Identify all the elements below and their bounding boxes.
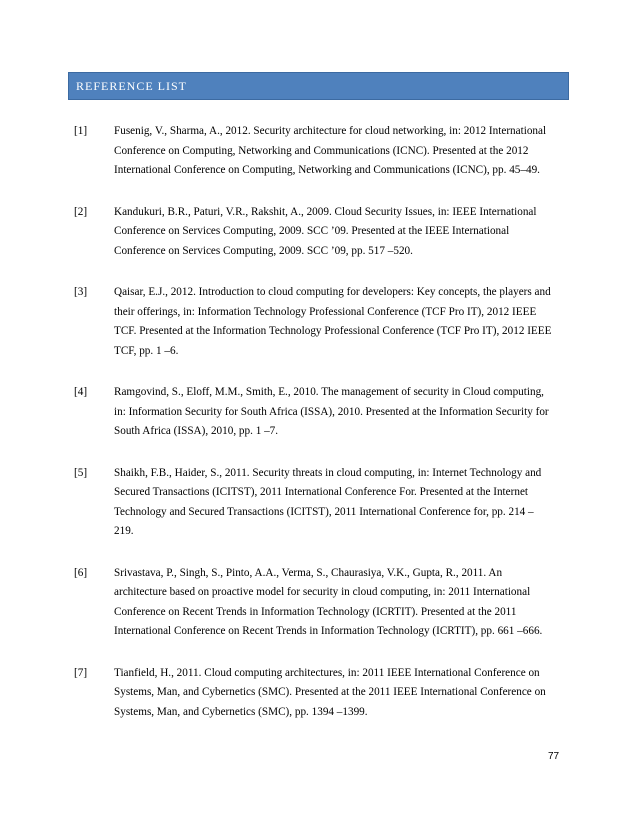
reference-number: [6] [74, 566, 88, 579]
reference-line: in: Information Security for South Africa (ISSA), 2010. Presented at the Information Security for [114, 405, 549, 418]
reference-line: Conference on Services Computing, 2009. SCC ’09. Presented at the IEEE International [114, 225, 510, 237]
reference-number: [5] [74, 466, 88, 479]
reference-item [74, 564, 574, 642]
reference-line: Conference on Services Computing, 2009. SCC ’09, pp. 517 –520. [114, 244, 413, 257]
reference-item [74, 203, 574, 262]
reference-list [74, 122, 574, 744]
reference-line: Systems, Man, and Cybernetics (SMC), pp. 1394 –1399. [114, 705, 368, 718]
reference-line: South Africa (ISSA), 2010, pp. 1 –7. [114, 425, 279, 437]
reference-number: [4] [74, 386, 88, 398]
reference-line: TCF. Presented at the Information Technology Professional Conference (TCF Pro IT), 2012 IEEE [114, 325, 552, 337]
reference-line: Ramgovind, S., Eloff, M.M., Smith, E., 2010. The management of security in Cloud computing, [114, 386, 544, 398]
reference-line: Tianfield, H., 2011. Cloud computing architectures, in: 2011 IEEE International Conference on [114, 666, 540, 679]
reference-list-title: REFERENCE LIST [76, 79, 188, 93]
reference-line: Conference on Recent Trends in Information Technology (ICRTIT). Presented at the 2011 [114, 605, 517, 618]
reference-line: their offerings, in: Information Technology Professional Conference (TCF Pro IT), 2012 IEEE [114, 305, 537, 318]
reference-line: Secured Transactions (ICITST), 2011 International Conference For. Presented at the Internet [114, 486, 529, 498]
reference-line: Shaikh, F.B., Haider, S., 2011. Security threats in cloud computing, in: Internet Technology and [114, 466, 542, 479]
reference-number: [1] [74, 125, 88, 137]
reference-item [74, 664, 574, 723]
page-number: 77 [548, 751, 560, 762]
reference-line: Srivastava, P., Singh, S., Pinto, A.A., Verma, S., Chaurasiya, V.K., Gupta, R., 2011. An [114, 566, 503, 579]
reference-number: [3] [74, 286, 88, 298]
reference-item [74, 383, 574, 442]
reference-line: International Conference on Recent Trends in Information Technology (ICRTIT), pp. 661 –666. [114, 625, 543, 637]
reference-line: TCF, pp. 1 –6. [114, 344, 179, 357]
reference-list-header [68, 72, 569, 100]
reference-line: architecture based on proactive model for security in cloud computing, in: 2011 International [114, 586, 531, 598]
reference-item [74, 122, 574, 181]
reference-number: [2] [74, 205, 88, 218]
reference-line: 219. [114, 525, 134, 537]
reference-number: [7] [74, 666, 88, 679]
reference-item [74, 464, 574, 542]
reference-line: Qaisar, E.J., 2012. Introduction to cloud computing for developers: Key concepts, the players and [114, 286, 551, 298]
reference-line: International Conference on Computing, Networking and Communications (ICNC), pp. 45–49. [114, 164, 540, 176]
reference-line: Conference on Computing, Networking and Communications (ICNC). Presented at the 2012 [114, 144, 529, 157]
reference-line: Technology and Secured Transactions (ICITST), 2011 International Conference for, pp. 214 – [114, 505, 534, 518]
reference-line: Fusenig, V., Sharma, A., 2012. Security architecture for cloud networking, in: 2012 International [114, 125, 547, 137]
reference-item [74, 283, 574, 361]
reference-line: Systems, Man, and Cybernetics (SMC). Presented at the 2011 IEEE International Conference on [114, 686, 546, 698]
reference-line: Kandukuri, B.R., Paturi, V.R., Rakshit, A., 2009. Cloud Security Issues, in: IEEE International [114, 205, 537, 218]
